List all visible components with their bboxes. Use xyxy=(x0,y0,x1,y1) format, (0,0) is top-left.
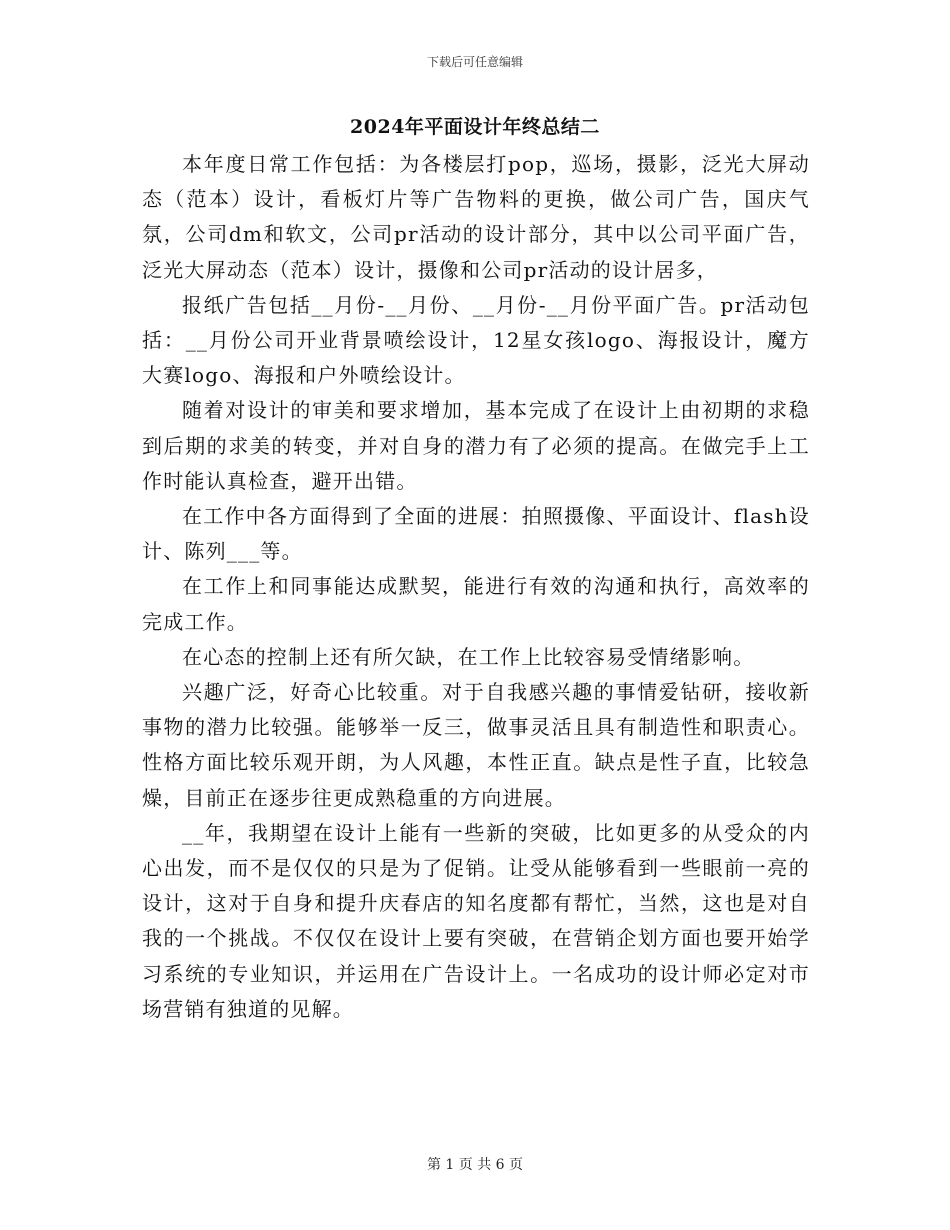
paragraph-daily-work: 本年度日常工作包括：为各楼层打pop，巡场，摄影，泛光大屏动态（范本）设计，看板灯片等广告物料的更换，做公司广告，国庆气氛，公司dm和软文，公司pr活动的设计部分，其中以公司平面广告，泛光大屏动态（范本）设计，摄像和公司pr活动的设计居多， xyxy=(142,152,810,282)
page-header-note: 下载后可任意编辑 xyxy=(426,55,523,69)
paragraph-newspaper-ads: 报纸广告包括__月份-__月份、__月份-__月份平面广告。pr活动包括：__月份公司开业背景喷绘设计，12星女孩logo、海报设计，魔方大赛logo、海报和户外喷绘设计。 xyxy=(142,292,810,388)
document-title: 2024年平面设计年终总结二 xyxy=(350,116,600,138)
paragraph-personality: 兴趣广泛，好奇心比较重。对于自我感兴趣的事情爱钻研，接收新事物的潜力比较强。能够举一反三，做事灵活且具有制造性和职责心。性格方面比较乐观开朗，为人风趣，本性正直。缺点是性子直，比较急燥，目前正在逐步往更成熟稳重的方向进展。 xyxy=(142,680,810,810)
document-body xyxy=(142,147,810,1027)
paragraph-future-goals: __年，我期望在设计上能有一些新的突破，比如更多的从受众的内心出发，而不是仅仅的只是为了促销。让受从能够看到一些眼前一亮的设计，这对于自身和提升庆春店的知名度都有帮忙，当然，这也是对自我的一个挑战。不仅仅在设计上要有突破，在营销企划方面也要开始学习系统的专业知识，并运用在广告设计上。一名成功的设计师必定对市场营销有独道的见解。 xyxy=(142,820,810,1021)
paragraph-skill-progress: 在工作中各方面得到了全面的进展：拍照摄像、平面设计、flash设计、陈列___等。 xyxy=(142,504,810,564)
paragraph-teamwork: 在工作上和同事能达成默契，能进行有效的沟通和执行，高效率的完成工作。 xyxy=(142,574,810,634)
page-number: 第 1 页 共 6 页 xyxy=(426,1157,524,1173)
paragraph-mindset: 在心态的控制上还有所欠缺，在工作上比较容易受情绪影响。 xyxy=(182,644,755,669)
paragraph-design-aesthetics: 随着对设计的审美和要求增加，基本完成了在设计上由初期的求稳到后期的求美的转变，并对自身的潜力有了必须的提高。在做完手上工作时能认真检查，避开出错。 xyxy=(142,398,810,493)
